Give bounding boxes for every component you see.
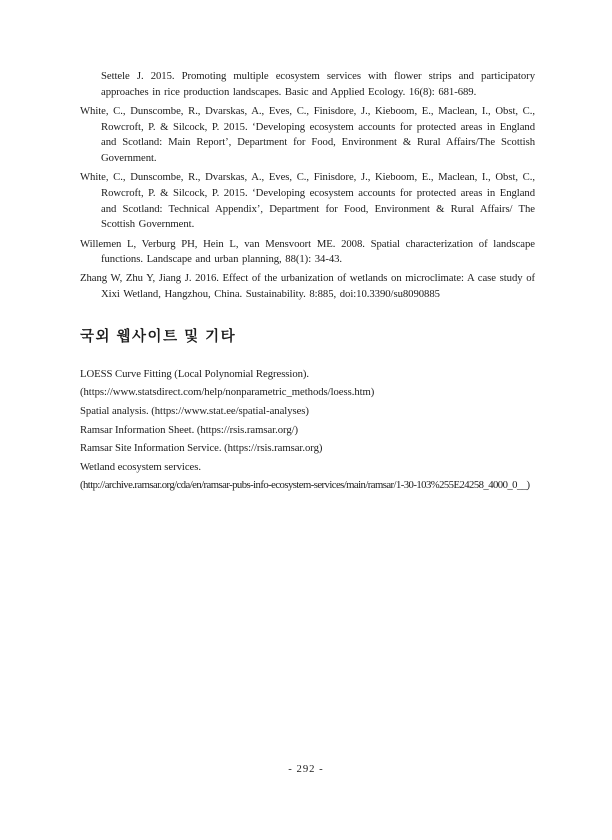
website-entry: (https://www.statsdirect.com/help/nonparametric_methods/loess.htm) <box>80 386 375 399</box>
website-entry: Wetland ecosystem services. <box>80 460 201 473</box>
website-entry: Spatial analysis. (https://www.stat.ee/spatial-analyses) <box>80 405 309 418</box>
page-content <box>80 69 535 495</box>
websites-list <box>80 365 535 495</box>
page-number: - 292 - <box>288 763 324 775</box>
reference-entry: Zhang W, Zhu Y, Jiang J. 2016. Effect of the urbanization of wetlands on microclimate: A case study of Xixi Wetland, Hangzhou, China. Sustainability. 8:885, doi:10.3390/su8090885 <box>80 272 535 301</box>
reference-entry: White, C., Dunscombe, R., Dvarskas, A., Eves, C., Finisdore, J., Kieboom, E., Maclean, I., Obst, C., Rowcroft, P. & Silcock, P. 2015. ‘Developing ecosystem accounts for protected areas in England and Scotland: Technical Appendix’, Department for Food, Environment & Rural Affairs/ The Scottish Government. <box>80 171 535 231</box>
website-entry: Ramsar Information Sheet. (https://rsis.ramsar.org/) <box>80 423 299 436</box>
references-list <box>80 69 535 303</box>
reference-entry: Settele J. 2015. Promoting multiple ecosystem services with flower strips and participatory approaches in rice production landscapes. Basic and Applied Ecology. 16(8): 681-689. <box>101 70 535 98</box>
reference-entry: Willemen L, Verburg PH, Hein L, van Mensvoort ME. 2008. Spatial characterization of landscape functions. Landscape and urban planning, 88(1): 34-43. <box>80 237 535 266</box>
reference-entry: White, C., Dunscombe, R., Dvarskas, A., Eves, C., Finisdore, J., Kieboom, E., Maclean, I., Obst, C., Rowcroft, P. & Silcock, P. 2015. ‘Developing ecosystem accounts for protected areas in England and Scotland: Main Report’, Department for Food, Environment & Rural Affairs/The Scottish Government. <box>80 104 535 165</box>
website-entry: Ramsar Site Information Service. (https://rsis.ramsar.org) <box>80 442 323 455</box>
website-entry: LOESS Curve Fitting (Local Polynomial Regression). <box>80 367 310 380</box>
website-entry: (http://archive.ramsar.org/cda/en/ramsar-pubs-info-ecosystem-services/main/ramsar/1-30-103%255E24258_4000_0__) <box>80 479 530 492</box>
section-heading: 국외 웹사이트 및 기타 <box>80 328 237 345</box>
